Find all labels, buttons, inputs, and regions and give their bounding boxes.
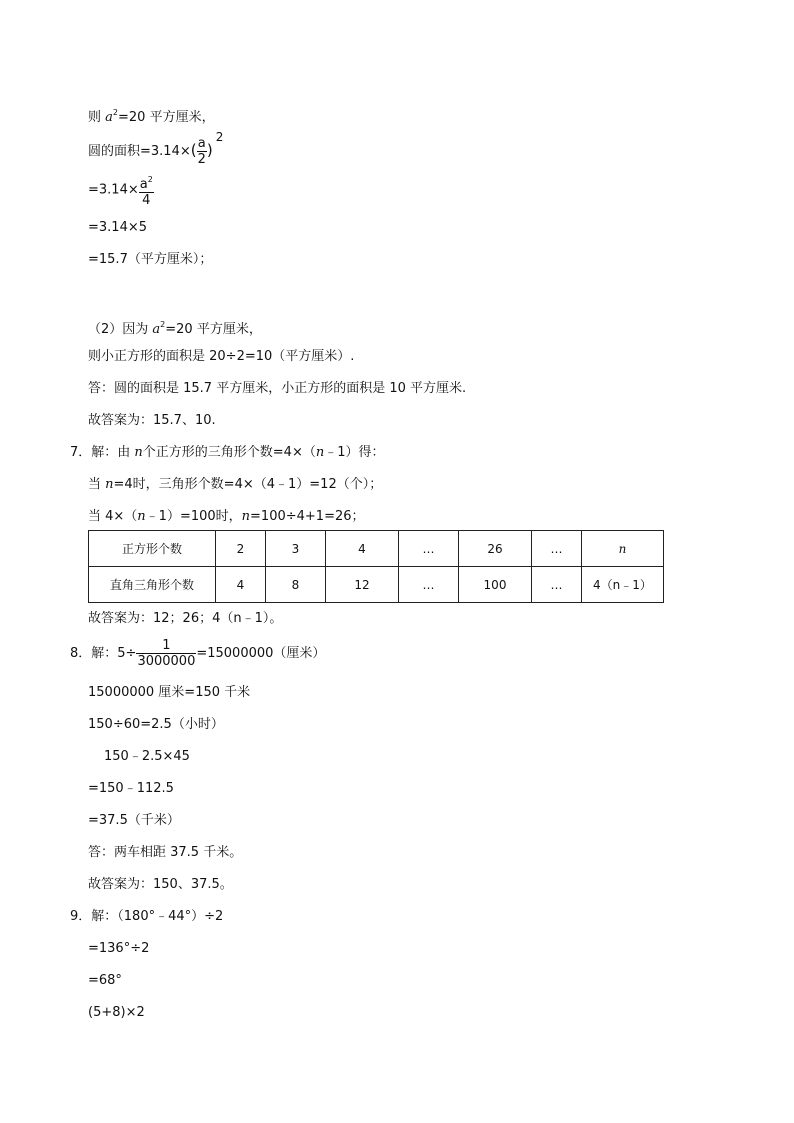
- line-q7-intro: 7．解：由 n个正方形的三角形个数=4×（n﹣1）得：: [70, 445, 385, 460]
- line-q9-result: =68°: [88, 973, 122, 988]
- line-calc-3-14x5: =3.14×5: [88, 220, 148, 235]
- line-q9-intro: 9．解：（180°﹣44°）÷2: [70, 909, 224, 924]
- line-q9-calc: (5+8)×2: [88, 1005, 145, 1020]
- table-cell: …: [532, 531, 582, 567]
- table-cell: 2: [216, 531, 266, 567]
- table-cell: 4: [326, 531, 399, 567]
- table-cell: 100: [459, 567, 532, 603]
- line-q8-calc: 150﹣2.5×45: [104, 749, 190, 764]
- line-small-square-area: 则小正方形的面积是 20÷2=10（平方厘米）.: [88, 349, 355, 364]
- line-q7-n26: 当 4×（n﹣1）=100时，n=100÷4+1=26；: [88, 509, 365, 524]
- line-q7-answer: 故答案为：12；26；4（n﹣1）。: [88, 611, 283, 626]
- table-cell: …: [399, 531, 459, 567]
- table-cell: 26: [459, 531, 532, 567]
- table-cell: 4: [216, 567, 266, 603]
- table-cell: 4（n﹣1）: [582, 567, 664, 603]
- line-circle-area-step: =3.14× $\frac{a^2}{4}$: [88, 172, 154, 209]
- square-triangle-table: [88, 530, 664, 603]
- table-row: [89, 567, 664, 603]
- line-q8-step: =150﹣112.5: [88, 781, 174, 796]
- table-row: [89, 531, 664, 567]
- line-q9-step: =136°÷2: [88, 941, 150, 956]
- line-circle-area-formula: 圆的面积=3.14×( $\frac{a}{2}$ )2: [88, 130, 224, 167]
- table-cell: 正方形个数: [89, 531, 216, 567]
- table-cell: 12: [326, 567, 399, 603]
- line-result-15-7: =15.7（平方厘米）；: [88, 252, 213, 267]
- fraction-a-over-2: $\frac{a}{2}$: [197, 136, 206, 167]
- table-cell: 3: [266, 531, 326, 567]
- table-cell: 直角三角形个数: [89, 567, 216, 603]
- line-q8-answer: 答：两车相距 37.5 千米。: [88, 845, 243, 860]
- fraction-scale: $\frac{1}{3000000}$: [137, 638, 196, 669]
- table-cell: …: [399, 567, 459, 603]
- line-area-statement: 则 $a^2=20$ 平方厘米，: [88, 108, 215, 125]
- table-cell: n: [582, 531, 664, 567]
- line-answer-6: 答：圆的面积是 15.7 平方厘米，小正方形的面积是 10 平方厘米.: [88, 381, 467, 396]
- line-q8-hours: 150÷60=2.5（小时）: [88, 717, 224, 732]
- line-part-2: （2）因为 $a^2=20$ 平方厘米，: [88, 320, 262, 337]
- line-q8-intro: 8．解：5÷ $\frac{1}{3000000}$ =15000000（厘米）: [70, 638, 326, 669]
- line-final-answer-6: 故答案为：15.7、10.: [88, 413, 216, 428]
- line-q8-result: =37.5（千米）: [88, 813, 180, 828]
- line-q7-n4: 当 n=4时，三角形个数=4×（4﹣1）=12（个）；: [88, 477, 383, 492]
- fraction-a2-over-4: $\frac{a^2}{4}$: [139, 172, 154, 208]
- line-q8-final: 故答案为：150、37.5。: [88, 877, 233, 892]
- table-cell: 8: [266, 567, 326, 603]
- table-cell: …: [532, 567, 582, 603]
- line-q8-km: 15000000 厘米=150 千米: [88, 685, 251, 700]
